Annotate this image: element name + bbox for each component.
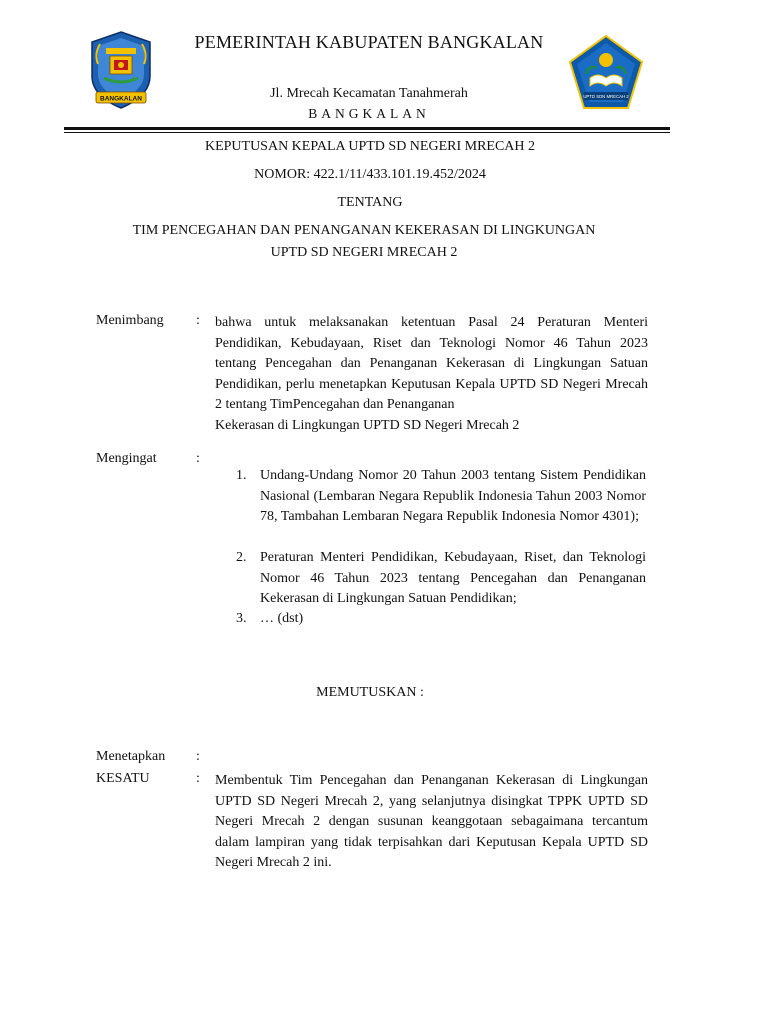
menimbang-text [215,313,648,437]
city-line: BANGKALAN [308,106,430,121]
menimbang-paragraph-last-line: Kekerasan di Lingkungan UPTD SD Negeri Mrecah 2 [215,417,520,433]
memutuskan-heading: MEMUTUSKAN : [316,685,424,700]
kesatu-text: Membentuk Tim Pencegahan dan Penanganan Kekerasan di Lingkungan UPTD SD Negeri Mrecah 2, yang selanjutnya disingkat TPPK UPTD SD Negeri Mrecah 2 dengan susunan keanggotaan sebagaimana tercantum dalam lampiran yang tidak terpisahkan dari Keputusan Kepala UPTD SD Negeri Mrecah 2 ini. [215,773,648,871]
list-item-text: Undang-Undang Nomor 20 Tahun 2003 tentang Sistem Pendidikan Nasional (Lembaran Negara Republik Indonesia Tahun 2003 Nomor 78, Tambahan Lembaran Negara Republik Indonesia Nomor 4301); [260,468,646,525]
emblem-text-bangkalan: BANGKALAN [100,95,142,103]
government-title: PEMERINTAH KABUPATEN BANGKALAN [194,32,544,52]
decree-subject-line-2: UPTD SD NEGERI MRECAH 2 [270,245,458,260]
header-rule-thick [64,127,670,130]
list-item-number: 2. [236,550,247,565]
decree-subject-line-1: TIM PENCEGAHAN DAN PENANGANAN KEKERASAN DI LINGKUNGAN [132,223,596,238]
address-line: Jl. Mrecah Kecamatan Tanahmerah [270,86,468,101]
list-item [236,609,648,631]
header-rule-thin [64,132,670,133]
list-item [236,548,648,610]
list-item-number: 3. [236,611,247,626]
list-item-text: … (dst) [260,611,304,626]
menimbang-paragraph: bahwa untuk melaksanakan ketentuan Pasal 24 Peraturan Menteri Pendidikan, Kebudayaan, Riset dan Teknologi Nomor 46 Tahun 2023 tentang Pencegahan dan Penanganan Kekerasan di Lingkungan Satuan Pendidikan, perlu menetapkan Keputusan Kepala UPTD SD Negeri Mrecah 2 tentang TimPencegahan dan Penanganan [215,315,648,413]
menimbang-colon: : [196,313,200,328]
menetapkan-label: Menetapkan [96,749,166,764]
list-item-number: 1. [236,468,247,483]
decree-heading: KEPUTUSAN KEPALA UPTD SD NEGERI MRECAH 2 [204,139,536,154]
school-emblem-icon [566,34,646,112]
decree-number: NOMOR: 422.1/11/433.101.19.452/2024 [254,167,486,182]
kesatu-colon: : [196,771,200,786]
mengingat-label: Mengingat [96,451,157,466]
decree-about: TENTANG [337,195,403,210]
kesatu-label: KESATU [96,771,150,786]
emblem-text-school: UPTD SDN MRECAH 2 [583,94,629,99]
mengingat-colon: : [196,451,200,466]
list-item-text: Peraturan Menteri Pendidikan, Kebudayaan, Riset, dan Teknologi Nomor 46 Tahun 2023 tentang Pencegahan dan Penanganan Kekerasan di Lingkungan Satuan Pendidikan; [260,550,646,607]
menetapkan-colon: : [196,749,200,764]
list-item [236,466,648,550]
menimbang-label: Menimbang [96,313,164,328]
